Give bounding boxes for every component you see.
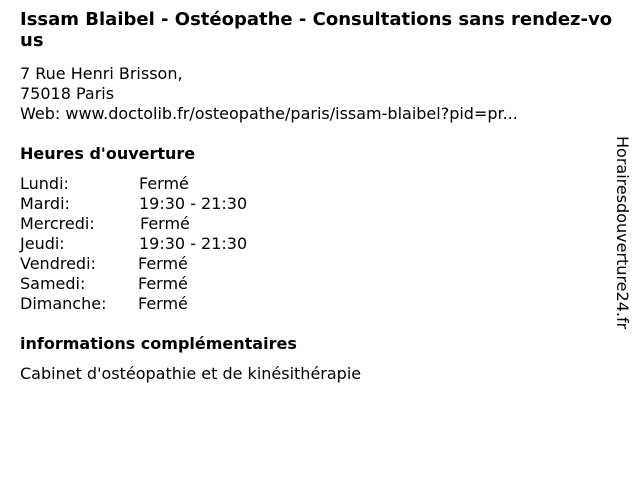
address-street: 7 Rue Henri Brisson, <box>20 64 183 83</box>
hours-row-saturday <box>20 274 247 294</box>
site-watermark: Horairesdouverture24.fr <box>613 136 632 330</box>
day-label: Vendredi: <box>20 254 96 273</box>
hours-row-tuesday <box>20 194 247 214</box>
hours-value: 19:30 - 21:30 <box>139 194 248 213</box>
hours-value: Fermé <box>138 274 188 293</box>
hours-row-wednesday <box>20 214 247 234</box>
day-label: Mercredi: <box>20 214 95 233</box>
additional-info-heading: informations complémentaires <box>20 334 297 353</box>
hours-value: Fermé <box>138 254 188 273</box>
day-label: Samedi: <box>20 274 86 293</box>
address-city: 75018 Paris <box>20 84 115 103</box>
website-link[interactable]: Web: www.doctolib.fr/osteopathe/paris/issam-blaibel?pid=pr... <box>20 104 518 123</box>
opening-hours-list <box>20 174 247 314</box>
hours-value: Fermé <box>139 174 189 193</box>
hours-row-sunday <box>20 294 247 314</box>
day-label: Lundi: <box>20 174 69 193</box>
business-title: Issam Blaibel - Ostéopathe - Consultations sans rendez-vous <box>20 9 613 51</box>
hours-value: 19:30 - 21:30 <box>139 234 248 253</box>
hours-row-monday <box>20 174 247 194</box>
hours-value: Fermé <box>138 294 188 313</box>
day-label: Dimanche: <box>20 294 107 313</box>
hours-row-friday <box>20 254 247 274</box>
hours-value: Fermé <box>140 214 190 233</box>
additional-info-text: Cabinet d'ostéopathie et de kinésithérapie <box>20 364 362 383</box>
day-label: Mardi: <box>20 194 70 213</box>
address-block <box>20 64 518 124</box>
hours-row-thursday <box>20 234 247 254</box>
opening-hours-heading: Heures d'ouverture <box>20 144 196 163</box>
day-label: Jeudi: <box>20 234 65 253</box>
